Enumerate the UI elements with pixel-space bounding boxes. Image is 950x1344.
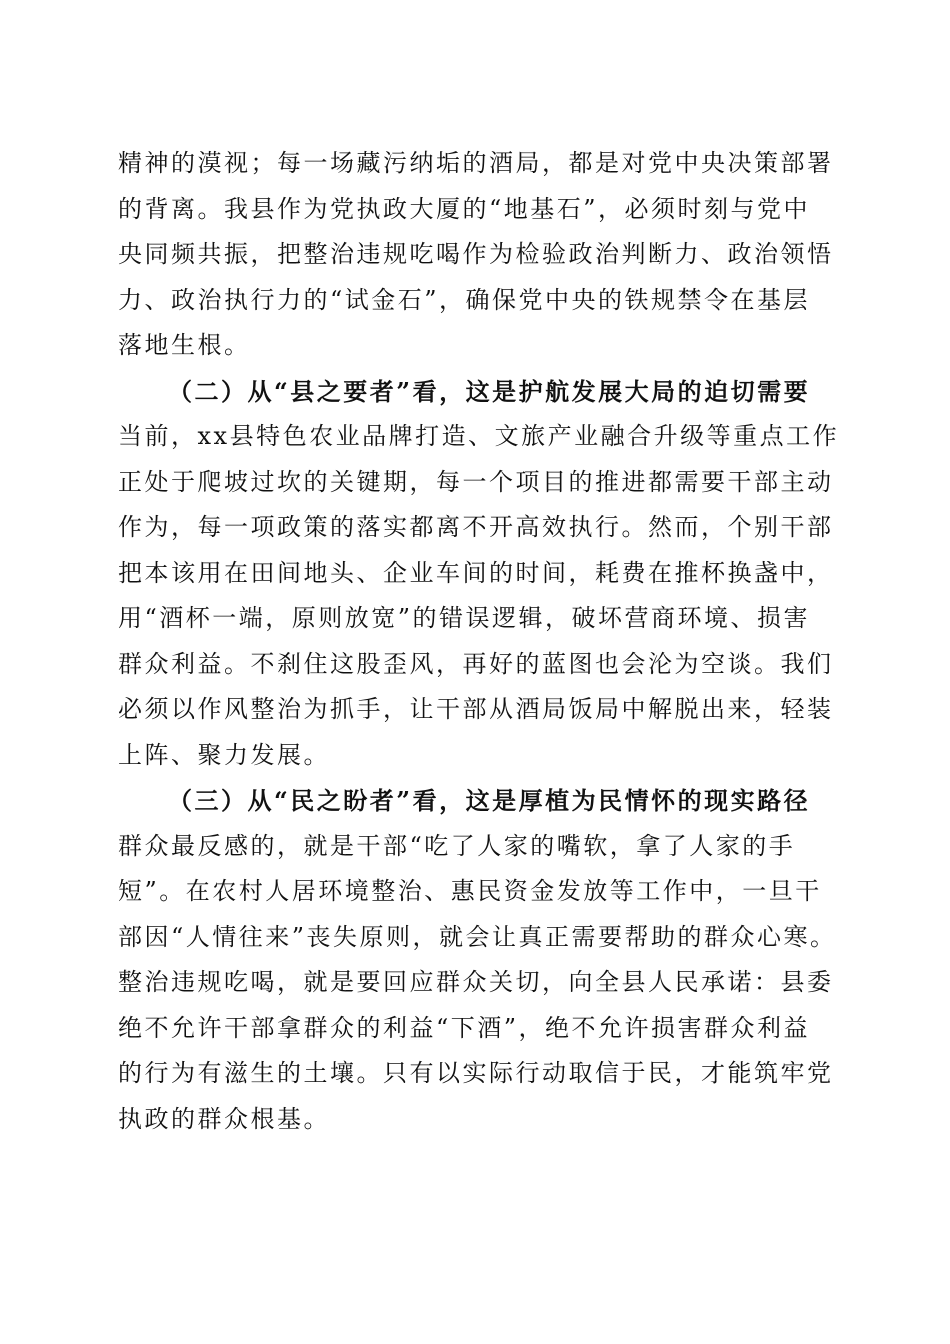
text-line: 力、政治执行力的“试金石”，确保党中央的铁规禁令在基层 [118,285,811,314]
text-line: 正处于爬坡过坎的关键期，每一个项目的推进都需要干部主动 [118,467,834,496]
text-line: 短”。在农村人居环境整治、惠民资金发放等工作中，一旦干 [118,877,822,905]
text-line: 央同频共振，把整治违规吃喝作为检验政治判断力、政治领悟 [118,240,834,268]
text-line: 的行为有滋生的土壤。只有以实际行动取信于民，才能筑牢党 [118,1059,834,1087]
text-line: 落地生根。 [118,331,251,359]
text-line: 用“酒杯一端，原则放宽”的错误逻辑，破坏营商环境、损害 [118,604,811,632]
text-line: 必须以作风整治为抓手，让干部从酒局饭局中解脱出来，轻装 [118,695,834,723]
text-line: 绝不允许干部拿群众的利益“下酒”，绝不允许损害群众利益 [118,1013,811,1042]
text-line: 执政的群众根基。 [118,1104,330,1133]
text-line: 整治违规吃喝，就是要回应群众关切，向全县人民承诺：县委 [118,968,834,996]
text-line: 上阵、聚力发展。 [118,740,330,769]
text-line: 的背离。我县作为党执政大厦的“地基石”，必须时刻与党中 [118,194,811,223]
text-line: 群众利益。不刹住这股歪风，再好的蓝图也会沦为空谈。我们 [118,649,834,678]
text-line: 精神的漠视；每一场藏污纳垢的酒局，都是对党中央决策部署 [118,149,834,177]
section-heading-2: （二）从“县之要者”看，这是护航发展大局的迫切需要 [168,376,811,406]
text-line: 作为，每一项政策的落实都离不开高效执行。然而，个别干部 [118,513,834,541]
text-line: 群众最反感的，就是干部“吃了人家的嘴软，拿了人家的手 [118,831,796,860]
text-line: 把本该用在田间地头、企业车间的时间，耗费在推杯换盏中， [118,558,834,587]
text-line: 当前，xx县特色农业品牌打造、文旅产业融合升级等重点工作 [118,422,840,450]
document-body [118,141,838,1142]
text-line: 部因“人情往来”丧失原则，就会让真正需要帮助的群众心寒。 [118,922,837,951]
section-heading-3: （三）从“民之盼者”看，这是厚植为民情怀的现实路径 [168,786,811,815]
